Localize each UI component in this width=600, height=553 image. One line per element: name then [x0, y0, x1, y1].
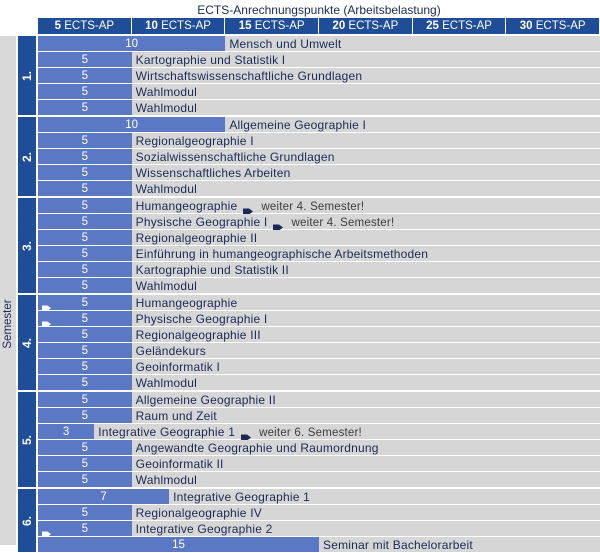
ects-value: 5: [81, 200, 89, 212]
ects-bar: [38, 165, 132, 180]
semester-block: [18, 198, 36, 293]
module-title: Wahlmodul: [135, 279, 198, 293]
ects-value: 5: [81, 280, 89, 292]
module-name: [136, 165, 291, 181]
ects-bar: [38, 327, 132, 342]
ects-bar: [38, 295, 132, 310]
continuation-note: weiter 4. Semester!: [261, 201, 365, 213]
semester-number: 2.: [20, 151, 34, 162]
semester-number: 5.: [20, 434, 34, 445]
ects-column-header: [506, 18, 600, 34]
semester-block: [18, 295, 36, 390]
ects-bar: [38, 489, 169, 504]
module-name: [136, 311, 268, 327]
ects-value: 5: [81, 167, 89, 179]
ects-bar: [38, 262, 132, 277]
module-title: Kartographie und Statistik I: [135, 53, 286, 67]
module-name: [136, 327, 261, 343]
module-row: [38, 214, 600, 229]
ects-bar: [38, 343, 132, 358]
ects-value: 5: [81, 474, 89, 486]
ects-value: 5: [81, 183, 89, 195]
ects-value: 15: [172, 539, 185, 551]
ects-value: 5: [81, 507, 89, 519]
module-row: [38, 278, 600, 293]
module-name: [136, 100, 197, 116]
ects-column-header: [225, 18, 319, 34]
ects-bar: [38, 278, 132, 293]
ects-value: 5: [81, 361, 89, 373]
module-row: [38, 359, 600, 374]
ects-column-number: 30: [519, 20, 533, 32]
module-title: Humangeographie: [135, 296, 238, 310]
semester-block: [18, 392, 36, 487]
continuation-arrow-icon: [42, 300, 51, 306]
module-row: [38, 489, 600, 504]
module-name: [323, 537, 473, 553]
ects-header-row: [38, 18, 600, 34]
module-name: [136, 262, 289, 278]
ects-bar: [38, 246, 132, 261]
module-row: [38, 343, 600, 358]
module-title: Wirtschaftswissenschaftliche Grundlagen: [135, 69, 363, 83]
ects-column-number: 20: [332, 20, 346, 32]
module-name: [136, 133, 254, 149]
ects-bar: [38, 149, 132, 164]
module-title: Einführung in humangeographische Arbeitsmethoden: [135, 247, 429, 261]
ects-bar: [38, 230, 132, 245]
ects-column-unit: ECTS-AP: [442, 20, 492, 32]
module-name: [136, 295, 238, 311]
module-row: [38, 230, 600, 245]
ects-bar: [38, 456, 132, 471]
module-name: [173, 489, 310, 505]
continuation-arrow-icon: [42, 526, 51, 532]
module-title: Regionalgeographie IV: [135, 506, 262, 520]
ects-bar: [38, 68, 132, 83]
continuation-note: weiter 6. Semester!: [259, 427, 362, 439]
module-name: [136, 84, 197, 100]
module-name: [136, 456, 224, 472]
module-row: [38, 52, 600, 67]
ects-column-unit: ECTS-AP: [254, 20, 305, 32]
ects-value: 5: [81, 442, 89, 454]
module-row: [38, 133, 600, 148]
module-title: Regionalgeographie III: [135, 328, 261, 342]
ects-value: 5: [81, 329, 89, 341]
continues-arrow-icon: [243, 203, 253, 210]
module-row: [38, 198, 600, 213]
ects-bar: [38, 505, 132, 520]
ects-column-number: 15: [238, 20, 252, 32]
ects-column-unit: ECTS-AP: [161, 20, 211, 32]
module-title: Sozialwissenschaftliche Grundlagen: [135, 150, 335, 164]
ects-column-number: 25: [426, 20, 439, 32]
module-row: [38, 68, 600, 83]
module-row: [38, 505, 600, 520]
semester-block: [18, 489, 36, 552]
module-row: [38, 262, 600, 277]
ects-bar: [38, 181, 132, 196]
ects-value: 5: [81, 297, 89, 309]
ects-bar: [38, 392, 132, 407]
module-name: [136, 505, 262, 521]
module-title: Regionalgeographie I: [135, 134, 254, 148]
module-title: Physische Geographie I: [135, 215, 268, 229]
ects-value: 5: [81, 232, 89, 244]
module-row: [38, 392, 600, 407]
semester-block: [18, 117, 36, 196]
module-name: [136, 214, 395, 230]
ects-bar: [38, 521, 132, 536]
ects-bar: [38, 117, 225, 132]
ects-bar: [38, 84, 132, 99]
ects-value: 5: [81, 151, 89, 163]
module-name: [136, 181, 197, 197]
continuation-arrow-icon: [42, 316, 51, 322]
module-row: [38, 295, 600, 310]
module-row: [38, 100, 600, 115]
module-title: Wahlmodul: [135, 182, 198, 196]
module-name: [136, 230, 258, 246]
ects-column-unit: ECTS-AP: [64, 20, 115, 32]
ects-value: 3: [62, 426, 70, 438]
module-row: [38, 521, 600, 536]
module-name: [136, 278, 197, 294]
module-title: Integrative Geographie 1: [173, 490, 311, 504]
module-row: [38, 149, 600, 164]
module-title: Humangeographie: [135, 199, 238, 213]
ects-value: 5: [81, 70, 89, 82]
ects-bar: [38, 214, 132, 229]
ects-bar: [38, 198, 132, 213]
ects-bar: [38, 440, 132, 455]
continuation-note: weiter 4. Semester!: [291, 217, 395, 229]
continues-arrow-icon: [241, 429, 251, 436]
module-row: [38, 181, 600, 196]
module-row: [38, 327, 600, 342]
ects-column-header: [319, 18, 413, 34]
ects-bar: [38, 375, 132, 390]
module-name: [136, 149, 335, 165]
module-title: Kartographie und Statistik II: [135, 263, 289, 277]
module-name: [136, 392, 276, 408]
ects-value: 7: [100, 491, 107, 503]
ects-value: 5: [81, 135, 89, 147]
ects-value: 5: [81, 523, 89, 535]
module-name: [136, 472, 197, 488]
module-name: [136, 246, 428, 262]
module-title: Wahlmodul: [135, 376, 198, 390]
semester-axis-label: Semester: [2, 299, 14, 349]
module-name: [136, 359, 220, 375]
ects-value: 5: [81, 248, 89, 260]
module-name: [136, 440, 379, 456]
ects-value: 5: [81, 54, 89, 66]
module-title: Allgemeine Geographie I: [229, 118, 367, 132]
module-row: [38, 472, 600, 487]
ects-value: 10: [125, 38, 139, 50]
module-row: [38, 440, 600, 455]
module-title: Mensch und Umwelt: [229, 37, 342, 51]
ects-value: 5: [81, 410, 89, 422]
ects-bar: [38, 311, 132, 326]
module-name: [229, 117, 366, 133]
module-name: [98, 424, 362, 440]
ects-bar: [38, 359, 132, 374]
module-title: Wahlmodul: [135, 473, 198, 487]
ects-value: 5: [81, 264, 89, 276]
module-row: [38, 311, 600, 326]
module-title: Physische Geographie I: [135, 312, 268, 326]
semester-axis: [0, 36, 16, 545]
module-name: [229, 36, 341, 52]
ects-value: 5: [81, 313, 89, 325]
ects-value: 5: [81, 458, 89, 470]
ects-column-number: 10: [145, 20, 158, 32]
module-title: Geländekurs: [135, 344, 206, 358]
module-row: [38, 456, 600, 471]
module-name: [136, 375, 197, 391]
module-name: [136, 68, 363, 84]
module-row: [38, 84, 600, 99]
ects-column-unit: ECTS-AP: [348, 20, 399, 32]
module-title: Wissenschaftliches Arbeiten: [135, 166, 291, 180]
ects-value: 5: [81, 86, 89, 98]
module-name: [136, 408, 217, 424]
module-name: [136, 198, 365, 214]
module-name: [136, 521, 273, 537]
module-title: Wahlmodul: [135, 101, 198, 115]
ects-bar: [38, 100, 132, 115]
module-row: [38, 36, 600, 51]
semester-block: [18, 36, 36, 115]
module-row: [38, 424, 600, 439]
continues-arrow-icon: [273, 219, 283, 226]
module-title: Seminar mit Bachelorarbeit: [323, 538, 473, 552]
ects-column-unit: ECTS-AP: [535, 20, 586, 32]
module-name: [136, 52, 286, 68]
ects-bar: [38, 52, 132, 67]
module-row: [38, 117, 600, 132]
module-title: Wahlmodul: [135, 85, 198, 99]
module-row: [38, 165, 600, 180]
semester-number: 4.: [20, 337, 34, 348]
ects-column-number: 5: [54, 20, 62, 32]
semester-number: 3.: [20, 240, 34, 251]
ects-bar: [38, 408, 132, 423]
ects-value: 5: [81, 102, 89, 114]
ects-value: 5: [81, 394, 89, 406]
module-title: Raum und Zeit: [135, 409, 217, 423]
ects-value: 5: [81, 216, 89, 228]
module-name: [136, 343, 206, 359]
ects-bar: [38, 133, 132, 148]
module-title: Geoinformatik I: [135, 360, 221, 374]
ects-bar: [38, 424, 94, 439]
module-title: Angewandte Geographie und Raumordnung: [135, 441, 379, 455]
module-row: [38, 375, 600, 390]
chart-title: ECTS-Anrechnungspunkte (Arbeitsbelastung): [197, 3, 441, 17]
semester-number: 6.: [20, 515, 34, 526]
module-row: [38, 408, 600, 423]
module-title: Geoinformatik II: [135, 457, 224, 471]
ects-value: 10: [125, 119, 139, 131]
ects-column-header: [132, 18, 226, 34]
ects-value: 5: [81, 345, 89, 357]
module-title: Integrative Geographie 1: [98, 425, 236, 439]
module-title: Allgemeine Geographie II: [135, 393, 276, 407]
ects-bar: [38, 472, 132, 487]
ects-bar: [38, 36, 225, 51]
ects-value: 5: [81, 377, 89, 389]
module-title: Regionalgeographie II: [135, 231, 258, 245]
ects-column-header: [413, 18, 507, 34]
ects-column-header: [38, 18, 132, 34]
semester-number: 1.: [20, 70, 34, 81]
module-title: Integrative Geographie 2: [135, 522, 273, 536]
module-row: [38, 246, 600, 261]
